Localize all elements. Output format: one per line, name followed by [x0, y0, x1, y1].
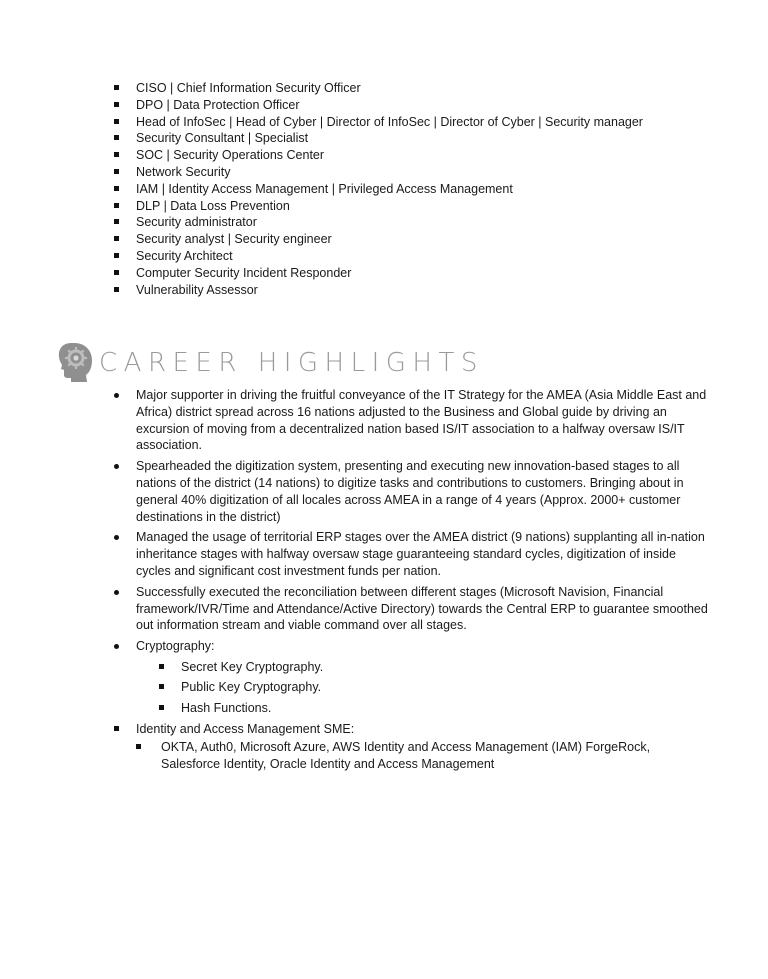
role-text: Head of InfoSec | Head of Cyber | Director of InfoSec | Director of Cyber | Security manager [136, 114, 643, 129]
role-text: SOC | Security Operations Center [136, 148, 325, 163]
section-title: CAREER HIGHLIGHTS [99, 348, 484, 378]
role-text: Security analyst | Security engineer [136, 232, 332, 247]
square-bullet-icon [114, 287, 119, 292]
career-highlights-heading [57, 342, 717, 384]
list-item [136, 214, 643, 231]
crypto-type-text: Hash Functions. [181, 700, 272, 715]
role-text: DLP | Data Loss Prevention [136, 198, 290, 213]
square-bullet-icon [159, 684, 164, 689]
role-text: Security administrator [136, 215, 257, 230]
role-text: IAM | Identity Access Management | Privileged Access Management [136, 181, 513, 196]
list-item [136, 181, 643, 198]
square-bullet-icon [114, 102, 119, 107]
list-item [136, 231, 643, 248]
role-text: Computer Security Incident Responder [136, 265, 352, 280]
cryptography-label: Cryptography: [136, 639, 215, 654]
square-bullet-icon [114, 236, 119, 241]
list-item [136, 80, 643, 97]
list-item [136, 130, 643, 147]
list-item [136, 97, 643, 114]
list-item [136, 529, 711, 579]
list-item [136, 147, 643, 164]
role-text: Vulnerability Assessor [136, 282, 258, 297]
list-item [136, 700, 711, 717]
iam-sublist [136, 739, 711, 773]
highlight-text: Spearheaded the digitization system, presenting and executing new innovation-based stages to all nations of the district (14 nations) to digitize tasks and contributions to customers. Bringing about in general 40% digitization of all locales across AMEA in a range of 4 years (Approx. 2000+ customer destinations in the district) [136, 459, 684, 524]
square-bullet-icon [114, 726, 119, 731]
list-item [136, 282, 643, 299]
career-highlights-list [136, 387, 711, 777]
highlight-text: Successfully executed the reconciliation between different stages (Microsoft Navision, Financial framework/IVR/Time and Attendance/Active Directory) towards the Central ERP to guarantee smoothed out information stream and viable command over all stages. [136, 584, 708, 633]
square-bullet-icon [114, 152, 119, 157]
target-roles-list [136, 80, 643, 298]
list-item [136, 387, 711, 454]
round-bullet-icon [114, 535, 119, 540]
square-bullet-icon [159, 705, 164, 710]
square-bullet-icon [114, 253, 119, 258]
square-bullet-icon [114, 119, 119, 124]
role-text: DPO | Data Protection Officer [136, 97, 300, 112]
head-profile-icon [57, 342, 93, 382]
crypto-type-text: Secret Key Cryptography. [181, 659, 324, 674]
square-bullet-icon [136, 744, 141, 749]
round-bullet-icon [114, 393, 119, 398]
round-bullet-icon [114, 590, 119, 595]
square-bullet-icon [159, 664, 164, 669]
square-bullet-icon [114, 203, 119, 208]
crypto-type-text: Public Key Cryptography. [181, 680, 322, 695]
list-item [136, 164, 643, 181]
square-bullet-icon [114, 186, 119, 191]
list-item [136, 739, 711, 773]
highlight-text: Managed the usage of territorial ERP stages over the AMEA district (9 nations) supplanting all in-nation inheritance stages with halfway oversaw stage guaranteeing standard cycles, digitization of inside cycles and significant cost investment funds per nation. [136, 530, 705, 578]
iam-label: Identity and Access Management SME: [136, 721, 355, 736]
round-bullet-icon [114, 464, 119, 469]
list-item [136, 584, 711, 634]
iam-tools-text: OKTA, Auth0, Microsoft Azure, AWS Identity and Access Management (IAM) ForgeRock, Salesforce Identity, Oracle Identity and Access Management [161, 740, 651, 772]
square-bullet-icon [114, 135, 119, 140]
list-item [136, 114, 643, 131]
cryptography-sublist [136, 659, 711, 717]
role-text: Security Consultant | Specialist [136, 131, 309, 146]
iam-item [136, 721, 711, 773]
role-text: CISO | Chief Information Security Officer [136, 81, 361, 95]
highlight-text: Major supporter in driving the fruitful conveyance of the IT Strategy for the AMEA (Asia Middle East and Africa) district spread across 16 nations adjusted to the Business and Global guide by driving an excursion of moving from a decentralized nation based IS/IT association to a halfway oversaw IS/IT association. [136, 388, 707, 453]
cryptography-item [136, 638, 711, 716]
list-item [136, 458, 711, 525]
role-text: Security Architect [136, 248, 233, 263]
square-bullet-icon [114, 270, 119, 275]
list-item [136, 659, 711, 676]
square-bullet-icon [114, 219, 119, 224]
list-item [136, 198, 643, 215]
list-item [136, 248, 643, 265]
list-item [136, 679, 711, 696]
square-bullet-icon [114, 85, 119, 90]
round-bullet-icon [114, 644, 119, 649]
role-text: Network Security [136, 164, 231, 179]
list-item [136, 265, 643, 282]
square-bullet-icon [114, 169, 119, 174]
